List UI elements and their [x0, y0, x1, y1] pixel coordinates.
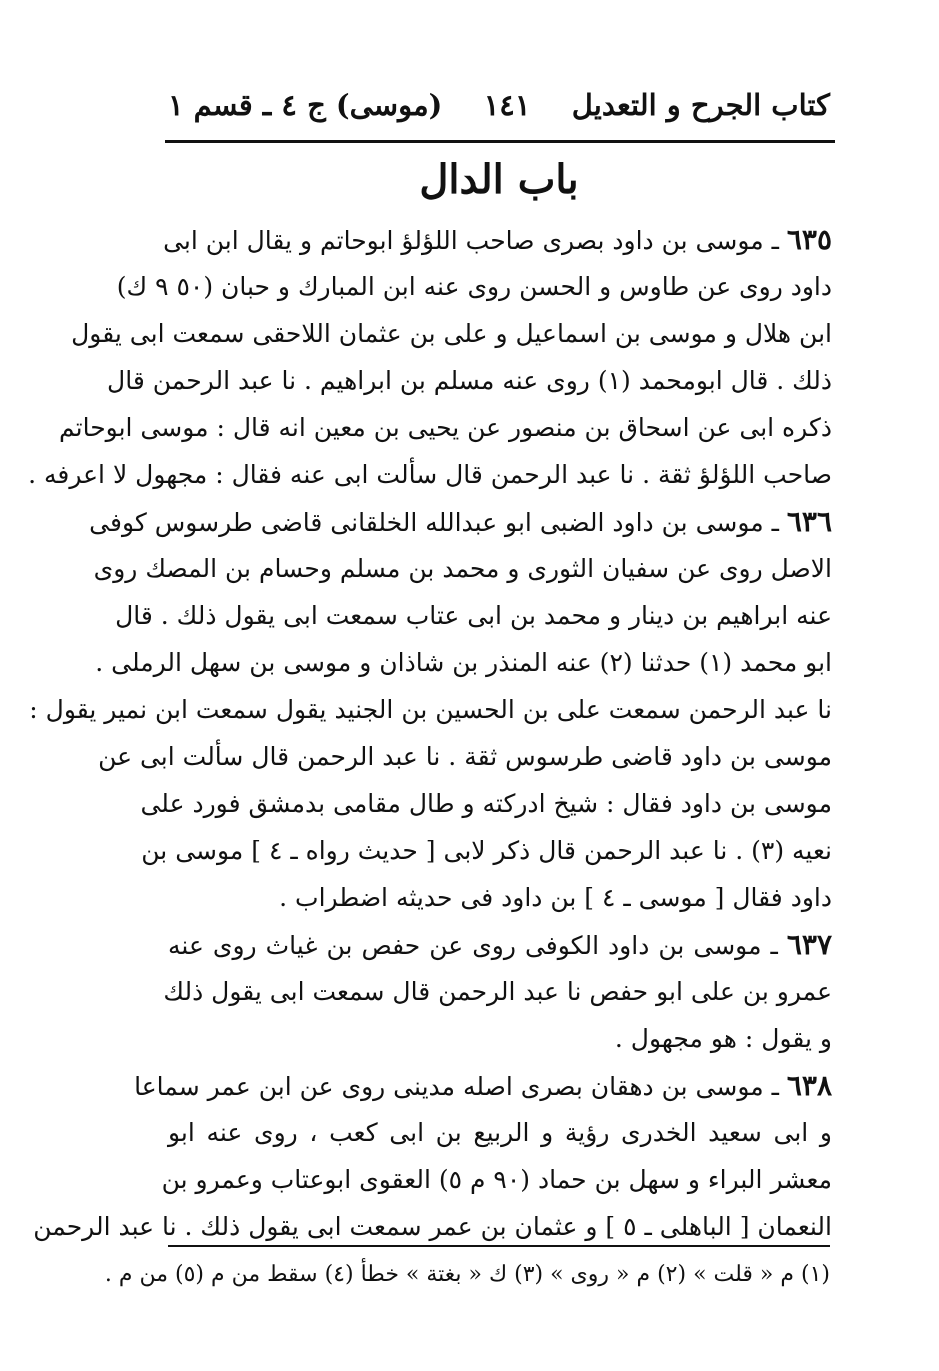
line-text: و ابى سعيد الخدرى رؤية و الربيع بن ابى كعب ، روى عنه ابو	[168, 1118, 832, 1147]
line-text: موسى بن داود قاضى طرسوس ثقة . نا عبد الرحمن قال سألت ابى عن	[98, 742, 832, 771]
text-line	[140, 780, 832, 827]
line-text: ذلك . قال ابومحمد (١) روى عنه مسلم بن ابراهيم . نا عبد الرحمن قال	[107, 366, 832, 395]
book-title: كتاب الجرح و التعديل	[571, 88, 830, 122]
line-text: عنه ابراهيم بن دينار و محمد بن ابى عتاب سمعت ابى يقول ذلك . قال	[115, 601, 832, 630]
line-text: و يقول : هو مجهول .	[614, 1024, 832, 1053]
line-text: ـ موسى بن داود بصرى صاحب اللؤلؤ ابوحاتم و يقال ابن ابى	[163, 226, 787, 255]
line-text: داود روى عن طاوس و الحسن روى عنه ابن المبارك و حبان (٥٠ ٩ ك)	[116, 272, 832, 301]
entry-number: ٦٣٦	[786, 505, 832, 538]
text-line	[163, 968, 832, 1015]
header-rule	[165, 140, 835, 143]
text-line	[107, 357, 832, 404]
text-line	[89, 498, 832, 545]
line-text: ـ موسى بن داود الضبى ابو عبدالله الخلقانى قاضى طرسوس كوفى	[89, 508, 787, 537]
text-line	[168, 921, 832, 968]
entry-number: ٦٣٧	[786, 928, 832, 961]
entry-number: ٦٣٥	[786, 223, 832, 256]
text-line	[95, 639, 832, 686]
text-line	[29, 686, 832, 733]
volume-info: (موسى) ج ٤ ـ قسم ١	[168, 88, 443, 122]
line-text: نعيه (٣) . نا عبد الرحمن قال ذكر لابى [ حديث رواه ـ ٤ ] موسى بن	[141, 836, 832, 865]
text-line	[28, 451, 832, 498]
text-line	[141, 827, 832, 874]
text-line	[161, 1156, 832, 1203]
page-header	[168, 82, 830, 128]
text-line	[98, 733, 832, 780]
footnote-rule	[168, 1245, 830, 1247]
text-line	[168, 1015, 832, 1062]
line-text: عمرو بن على ابو حفص نا عبد الرحمن قال سمعت ابى يقول ذلك	[163, 977, 832, 1006]
chapter-title: باب الدال	[419, 156, 579, 203]
text-line	[71, 310, 832, 357]
line-text: النعمان [ الباهلى ـ ٥ ] و عثمان بن عمر سمعت ابى يقول ذلك . نا عبد الرحمن	[33, 1212, 832, 1241]
line-text: ـ موسى بن دهقان بصرى اصله مدينى روى عن ابن عمر سماعا	[134, 1072, 787, 1101]
line-text: ابن هلال و موسى بن اسماعيل و على بن عثمان اللاحقى سمعت ابى يقول	[71, 319, 832, 348]
line-text: صاحب اللؤلؤ ثقة . نا عبد الرحمن قال سألت ابى عنه فقال : مجهول لا اعرفه .	[28, 460, 832, 489]
text-line	[163, 216, 832, 263]
text-line	[134, 1062, 832, 1109]
text-line	[115, 592, 832, 639]
text-line	[168, 1109, 832, 1156]
text-line	[33, 1203, 832, 1250]
body-text	[28, 216, 832, 1250]
page-number: ١٤١	[483, 88, 531, 122]
text-line	[168, 874, 832, 921]
line-text: معشر البراء و سهل بن حماد (٩٠ م ٥) العقوى ابوعتاب وعمرو بن	[161, 1165, 832, 1194]
line-text: ـ موسى بن داود الكوفى روى عن حفص بن غياث روى عنه	[168, 931, 787, 960]
line-text: داود فقال [ موسى ـ ٤ ] بن داود فى حديثه اضطراب .	[279, 883, 832, 912]
text-line	[59, 404, 832, 451]
line-text: ابو محمد (١) حدثنا (٢) عنه المنذر بن شاذان و موسى بن سهل الرملى .	[95, 648, 832, 677]
text-line	[116, 263, 832, 310]
line-text: ذكره ابى عن اسحاق بن منصور عن يحيى بن معين انه قال : موسى ابوحاتم	[59, 413, 832, 442]
line-text: نا عبد الرحمن سمعت على بن الحسين بن الجنيد يقول سمعت ابن نمير يقول :	[29, 695, 832, 724]
footnotes: (١) م « قلت » (٢) م « روى » (٣) ك « بغتة » خطأ (٤) سقط من م (٥) من م .	[104, 1262, 830, 1287]
entry-number: ٦٣٨	[786, 1069, 832, 1102]
line-text: الاصل روى عن سفيان الثورى و محمد بن مسلم وحسام بن المصك روى	[93, 554, 832, 583]
line-text: موسى بن داود فقال : شيخ ادركته و طال مقامى بدمشق فورد على	[140, 789, 832, 818]
text-line	[93, 545, 832, 592]
